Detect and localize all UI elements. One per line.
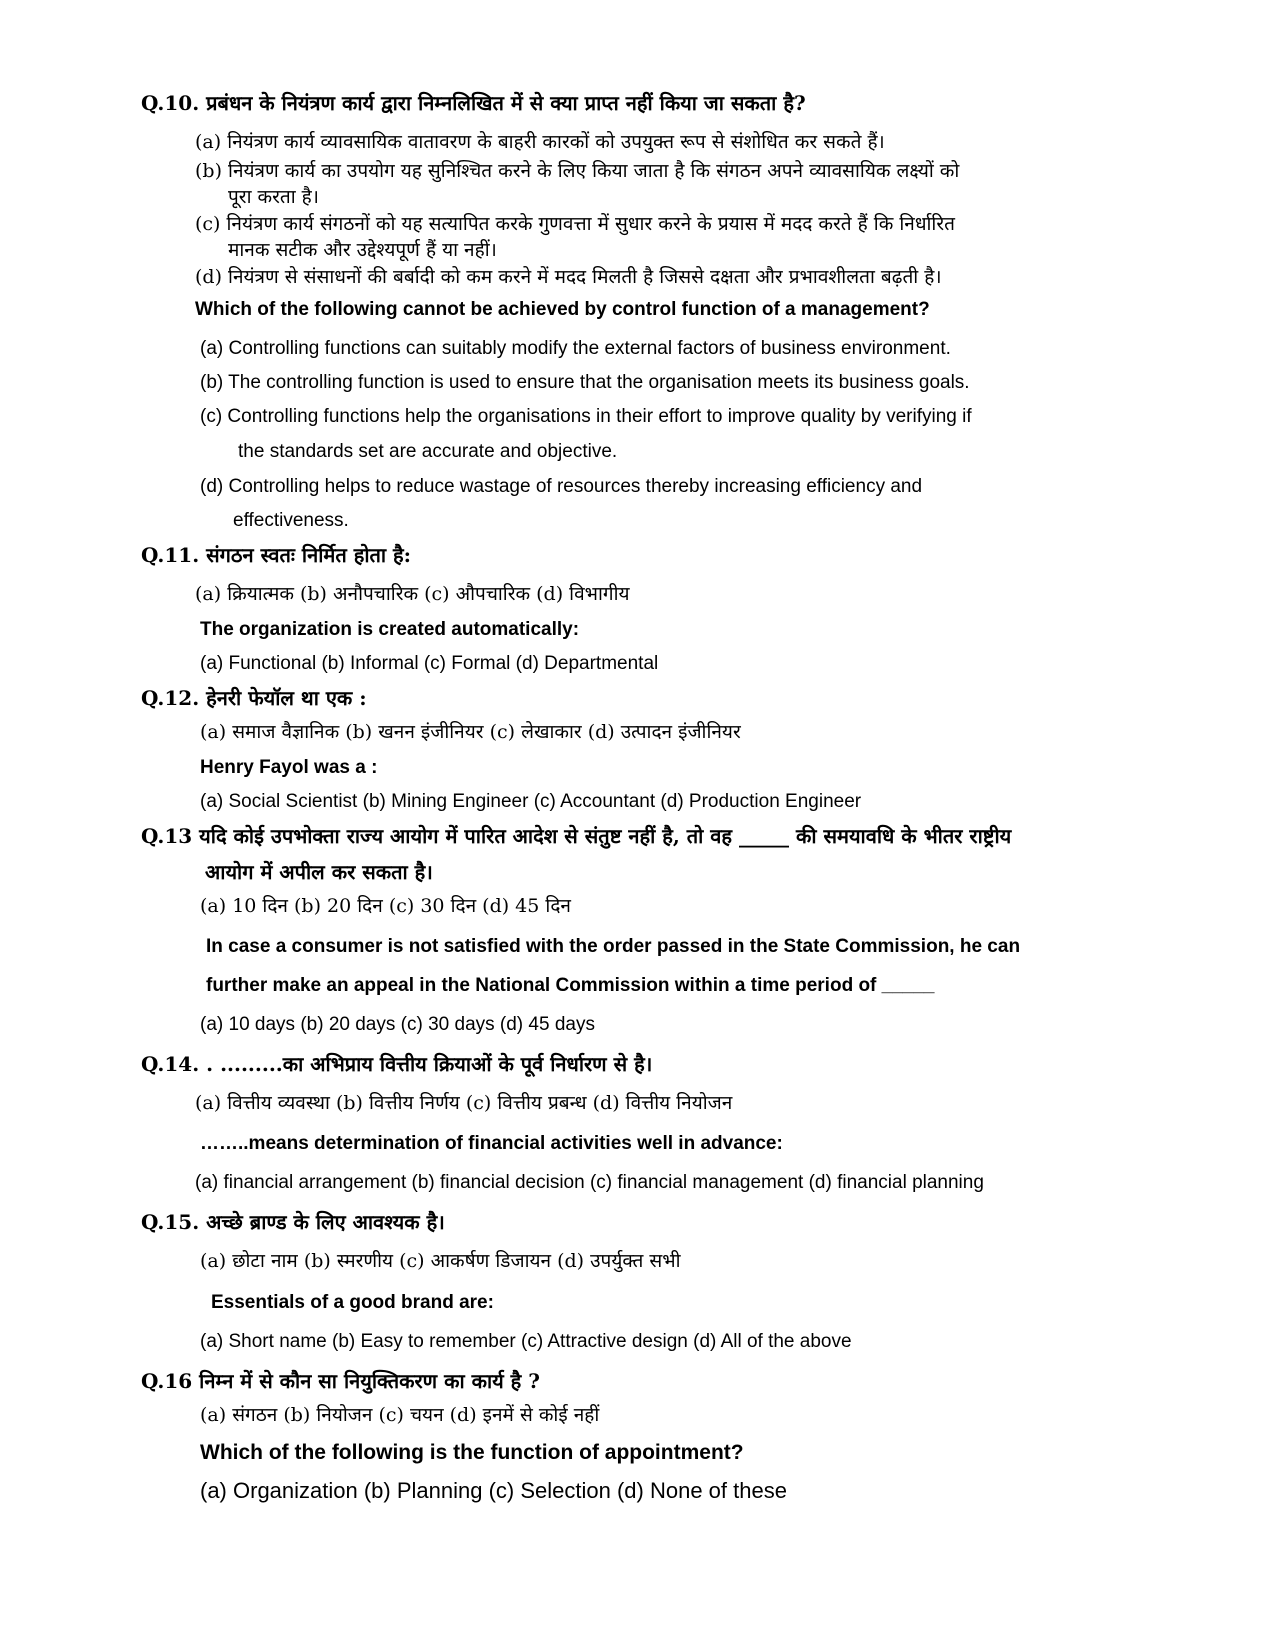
- q10-english-question: Which of the following cannot be achieved by control function of a management?: [195, 299, 930, 320]
- q10-hindi-option-a: (a) नियंत्रण कार्य व्यावसायिक वातावरण के बाहरी कारकों को उपयुक्त रूप से संशोधित कर सकते हैं।: [195, 131, 885, 153]
- q16-hindi-options: (a) संगठन (b) नियोजन (c) चयन (d) इनमें से कोई नहीं: [200, 1404, 600, 1426]
- q16-english-options: (a) Organization (b) Planning (c) Selection (d) None of these: [200, 1478, 787, 1503]
- q15-hindi-options: (a) छोटा नाम (b) स्मरणीय (c) आकर्षण डिजायन (d) उपर्युक्त सभी: [200, 1250, 681, 1272]
- q14-hindi-question: Q.14. . .........का अभिप्राय वित्तीय क्रियाओं के पूर्व निर्धारण से है।: [141, 1052, 653, 1076]
- q13-english-options: (a) 10 days (b) 20 days (c) 30 days (d) 45 days: [200, 1014, 595, 1035]
- q13-hindi-options: (a) 10 दिन (b) 20 दिन (c) 30 दिन (d) 45 दिन: [200, 895, 571, 917]
- q10-english-option-b: (b) The controlling function is used to ensure that the organisation meets its business goals.: [200, 372, 970, 393]
- q11-hindi-question: Q.11. संगठन स्वतः निर्मित होता है:: [141, 543, 412, 567]
- q10-english-option-c: (c) Controlling functions help the organisations in their effort to improve quality by verifying if: [200, 406, 972, 427]
- q10-english-option-d-cont: effectiveness.: [233, 510, 349, 531]
- q11-hindi-options: (a) क्रियात्मक (b) अनौपचारिक (c) औपचारिक (d) विभागीय: [195, 583, 630, 605]
- q10-hindi-question: Q.10. प्रबंधन के नियंत्रण कार्य द्वारा निम्नलिखित में से क्या प्राप्त नहीं किया जा सकता है?: [141, 91, 806, 115]
- q10-english-option-a: (a) Controlling functions can suitably modify the external factors of business environment.: [200, 338, 951, 359]
- q13-hindi-question: Q.13 यदि कोई उपभोक्ता राज्य आयोग में पारित आदेश से संतुष्ट नहीं है, तो वह _____ की समयावधि के भीतर राष्ट्रीय: [141, 824, 1012, 848]
- q12-hindi-options: (a) समाज वैज्ञानिक (b) खनन इंजीनियर (c) लेखाकार (d) उत्पादन इंजीनियर: [200, 721, 741, 743]
- q10-hindi-option-c: (c) नियंत्रण कार्य संगठनों को यह सत्यापित करके गुणवत्ता में सुधार करने के प्रयास में मदद करते हैं कि निर्धारित: [195, 213, 955, 235]
- q12-hindi-question: Q.12. हेनरी फेयॉल था एक :: [141, 686, 367, 710]
- q10-english-option-c-cont: the standards set are accurate and objective.: [238, 441, 618, 462]
- q10-hindi-option-c-cont: मानक सटीक और उद्देश्यपूर्ण हैं या नहीं।: [228, 239, 497, 261]
- q15-hindi-question: Q.15. अच्छे ब्राण्ड के लिए आवश्यक है।: [141, 1210, 445, 1234]
- q13-english-question-cont: further make an appeal in the National Commission within a time period of _____: [206, 975, 935, 996]
- q10-hindi-option-d: (d) नियंत्रण से संसाधनों की बर्बादी को कम करने में मदद मिलती है जिससे दक्षता और प्रभावशीलता बढ़ती है।: [195, 266, 942, 288]
- q16-english-question: Which of the following is the function of appointment?: [200, 1441, 744, 1464]
- q12-english-options: (a) Social Scientist (b) Mining Engineer (c) Accountant (d) Production Engineer: [200, 791, 862, 812]
- q15-english-question: Essentials of a good brand are:: [211, 1292, 494, 1313]
- q14-english-question: ……..means determination of financial activities well in advance:: [200, 1133, 783, 1154]
- q12-english-question: Henry Fayol was a :: [200, 757, 378, 778]
- q14-english-options: (a) financial arrangement (b) financial decision (c) financial management (d) financial planning: [195, 1172, 984, 1193]
- q14-hindi-options: (a) वित्तीय व्यवस्था (b) वित्तीय निर्णय (c) वित्तीय प्रबन्ध (d) वित्तीय नियोजन: [195, 1092, 733, 1114]
- q13-english-question: In case a consumer is not satisfied with the order passed in the State Commission, he can: [206, 936, 1021, 957]
- q16-hindi-question: Q.16 निम्न में से कौन सा नियुक्तिकरण का कार्य है ?: [141, 1369, 540, 1393]
- q11-english-options: (a) Functional (b) Informal (c) Formal (d) Departmental: [200, 653, 659, 674]
- q10-hindi-option-b: (b) नियंत्रण कार्य का उपयोग यह सुनिश्चित करने के लिए किया जाता है कि संगठन अपने व्यावसायिक लक्ष्यों को: [195, 160, 960, 182]
- q10-english-option-d: (d) Controlling helps to reduce wastage of resources thereby increasing efficiency and: [200, 476, 923, 497]
- q11-english-question: The organization is created automatically:: [200, 619, 580, 640]
- q13-hindi-question-cont: आयोग में अपील कर सकता है।: [205, 860, 433, 884]
- q15-english-options: (a) Short name (b) Easy to remember (c) Attractive design (d) All of the above: [200, 1331, 852, 1352]
- q10-hindi-option-b-cont: पूरा करता है।: [228, 186, 319, 208]
